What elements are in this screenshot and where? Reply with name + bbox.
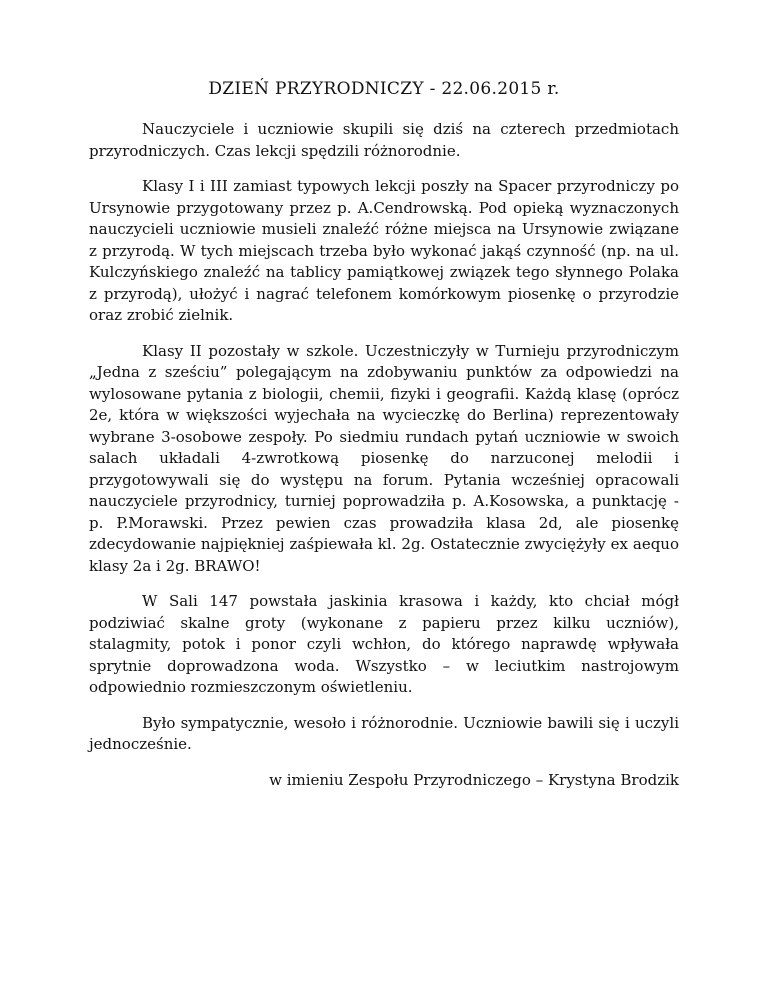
paragraph-classes-1-3: Klasy I i III zamiast typowych lekcji poszły na Spacer przyrodniczy po Ursynowie przygotowany przez p. A.Cendrowską. Pod opieką wyznaczonych nauczycieli uczniowie musieli znaleźć różne miejsca na Ursynowie związane z przyrodą. W tych miejscach trzeba było wykonać jakąś czynność (np. na ul. Kulczyńskiego znaleźć na tablicy pamiątkowej związek tego słynnego Polaka z przyrodą), ułożyć i nagrać telefonem komórkowym piosenkę o przyrodzie oraz zrobić zielnik. (89, 177, 679, 324)
paragraph-classes-2: Klasy II pozostały w szkole. Uczestniczyły w Turnieju przyrodniczym „Jedna z sześciu” polegającym na zdobywaniu punktów za odpowiedzi na wylosowane pytania z biologii, chemii, fizyki i geografii. Każdą klasę (oprócz 2e, która w większości wyjechała na wycieczkę do Berlina) reprezentowały wybrane 3-osobowe zespoły. Po siedmiu rundach pytań uczniowie w swoich salach układali 4-zwrotkową piosenkę do narzuconej melodii i przygotowywali się do występu na forum. Pytania wcześniej opracowali nauczyciele przyrodnicy, turniej poprowadziła p. A.Kosowska, a punktację - p. P.Morawski. Przez pewien czas prowadziła klasa 2d, ale piosenkę zdecydowanie najpiękniej zaśpiewała kl. 2g. Ostatecznie zwyciężyły ex aequo klasy 2a i 2g. BRAWO! (89, 341, 679, 575)
paragraph-intro: Nauczyciele i uczniowie skupili się dziś na czterech przedmiotach przyrodniczych. Czas lekcji spędzili różnorodnie. (89, 120, 679, 160)
paragraph-summary: Było sympatycznie, wesoło i różnorodnie. Uczniowie bawili się i uczyli jednocześnie. (89, 713, 679, 753)
document-page (89, 78, 679, 791)
paragraph-cave: W Sali 147 powstała jaskinia krasowa i każdy, kto chciał mógł podziwiać skalne groty (wykonane z papieru przez kilku uczniów), stalagmity, potok i ponor czyli wchłon, do którego naprawdę wpływała sprytnie doprowadzona woda. Wszystko – w leciutkim nastrojowym odpowiednio rozmieszczonym oświetleniu. (89, 592, 679, 696)
document-title: DZIEŃ PRZYRODNICZY - 22.06.2015 r. (208, 79, 560, 99)
signature: w imieniu Zespołu Przyrodniczego – Krystyna Brodzik (269, 770, 679, 789)
